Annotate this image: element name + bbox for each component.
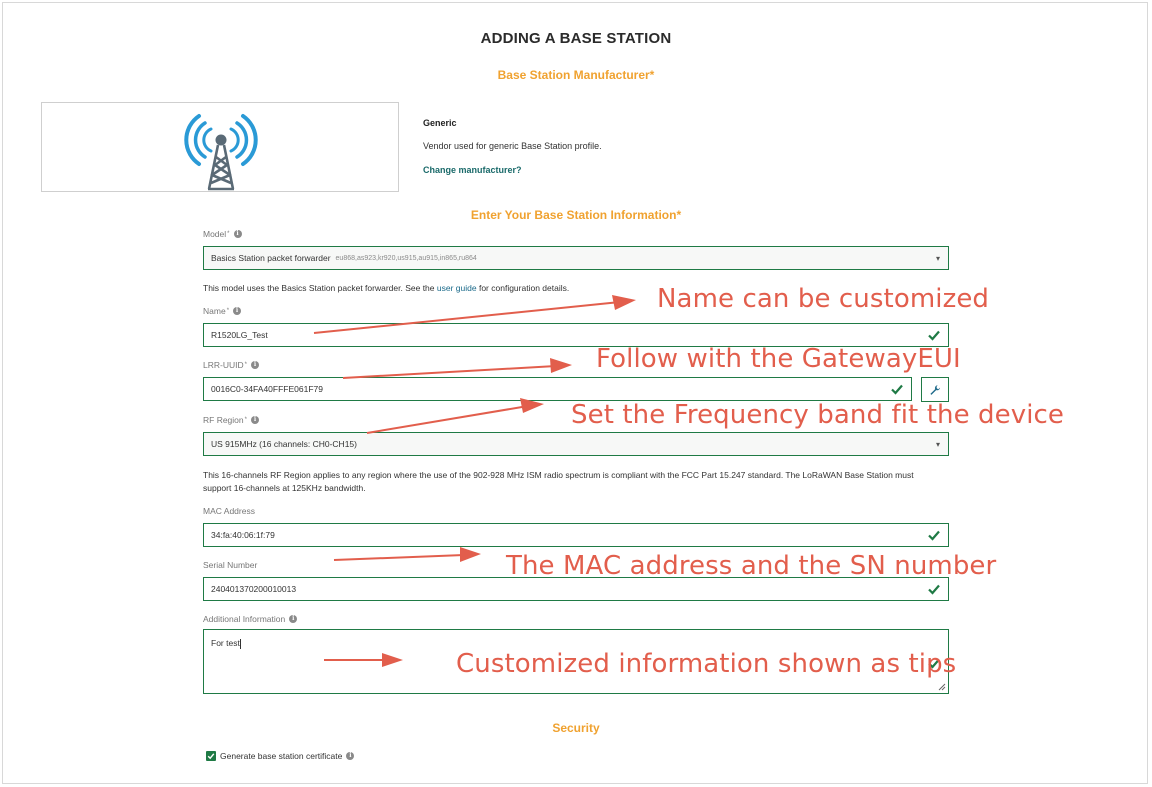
name-label: Name * i bbox=[203, 306, 241, 316]
security-heading: Security bbox=[552, 721, 600, 735]
arrow-mac-sn bbox=[334, 555, 464, 560]
lrr-uuid-value: 0016C0-34FA40FFFE061F79 bbox=[211, 384, 323, 394]
rf-region-value: US 915MHz (16 channels: CH0-CH15) bbox=[211, 439, 357, 449]
page-title: ADDING A BASE STATION bbox=[480, 30, 672, 47]
model-value: Basics Station packet forwarder bbox=[211, 253, 331, 263]
manufacturer-description: Vendor used for generic Base Station profile. bbox=[423, 141, 602, 151]
info-icon[interactable]: i bbox=[234, 230, 242, 238]
model-help-text: This model uses the Basics Station packet forwarder. See the user guide for configuration details. bbox=[203, 283, 570, 293]
arrow-head-region bbox=[520, 398, 544, 413]
info-icon[interactable]: i bbox=[251, 361, 259, 369]
serial-number-label: Serial Number bbox=[203, 560, 258, 570]
additional-info-value: For test bbox=[211, 638, 240, 648]
name-value: R1520LG_Test bbox=[211, 330, 268, 340]
lrr-uuid-label: LRR-UUID * i bbox=[203, 360, 259, 370]
annotation-name: Name can be customized bbox=[657, 284, 990, 314]
serial-number-value: 240401370200010013 bbox=[211, 584, 297, 594]
model-label: Model * i bbox=[203, 229, 242, 239]
arrow-region bbox=[367, 406, 528, 433]
arrow-name bbox=[314, 302, 620, 333]
generate-cert-label: Generate base station certificate bbox=[220, 751, 343, 761]
manufacturer-name: Generic bbox=[423, 118, 457, 128]
annotation-uuid: Follow with the GatewayEUI bbox=[596, 344, 961, 374]
arrow-head-name bbox=[612, 295, 636, 310]
info-icon[interactable]: i bbox=[233, 307, 241, 315]
arrow-uuid bbox=[343, 366, 556, 378]
mac-address-value: 34:fa:40:06:1f:79 bbox=[211, 530, 275, 540]
arrow-head-uuid bbox=[550, 358, 572, 373]
model-regions: eu868,as923,kr920,us915,au915,in865,ru864 bbox=[335, 254, 477, 262]
info-icon[interactable]: i bbox=[346, 752, 354, 760]
user-guide-link[interactable]: user guide bbox=[436, 283, 477, 293]
arrow-head-mac-sn bbox=[460, 547, 481, 562]
chevron-down-icon: ▾ bbox=[935, 254, 940, 263]
annotation-mac-sn: The MAC address and the SN number bbox=[506, 551, 997, 581]
change-manufacturer-link[interactable]: Change manufacturer? bbox=[423, 165, 522, 175]
rf-region-help-text: This 16-channels RF Region applies to any region where the use of the 902-928 MHz ISM radio spectrum is compliant with the FCC Part 15.247 standard. The LoRaWAN Base Station must support 16-channels at 125KHz bandwidth. bbox=[203, 470, 914, 493]
chevron-down-icon: ▾ bbox=[935, 440, 940, 449]
annotation-region: Set the Frequency band fit the device bbox=[571, 400, 1065, 430]
info-section-heading: Enter Your Base Station Information* bbox=[470, 208, 682, 222]
additional-info-label: Additional Information i bbox=[203, 614, 297, 624]
mac-address-label: MAC Address bbox=[203, 506, 255, 516]
rf-region-label: RF Region * i bbox=[203, 415, 259, 425]
info-icon[interactable]: i bbox=[289, 615, 297, 623]
annotation-info: Customized information shown as tips bbox=[456, 649, 957, 679]
arrow-head-info bbox=[382, 653, 403, 667]
manufacturer-heading: Base Station Manufacturer* bbox=[497, 68, 655, 82]
info-icon[interactable]: i bbox=[251, 416, 259, 424]
